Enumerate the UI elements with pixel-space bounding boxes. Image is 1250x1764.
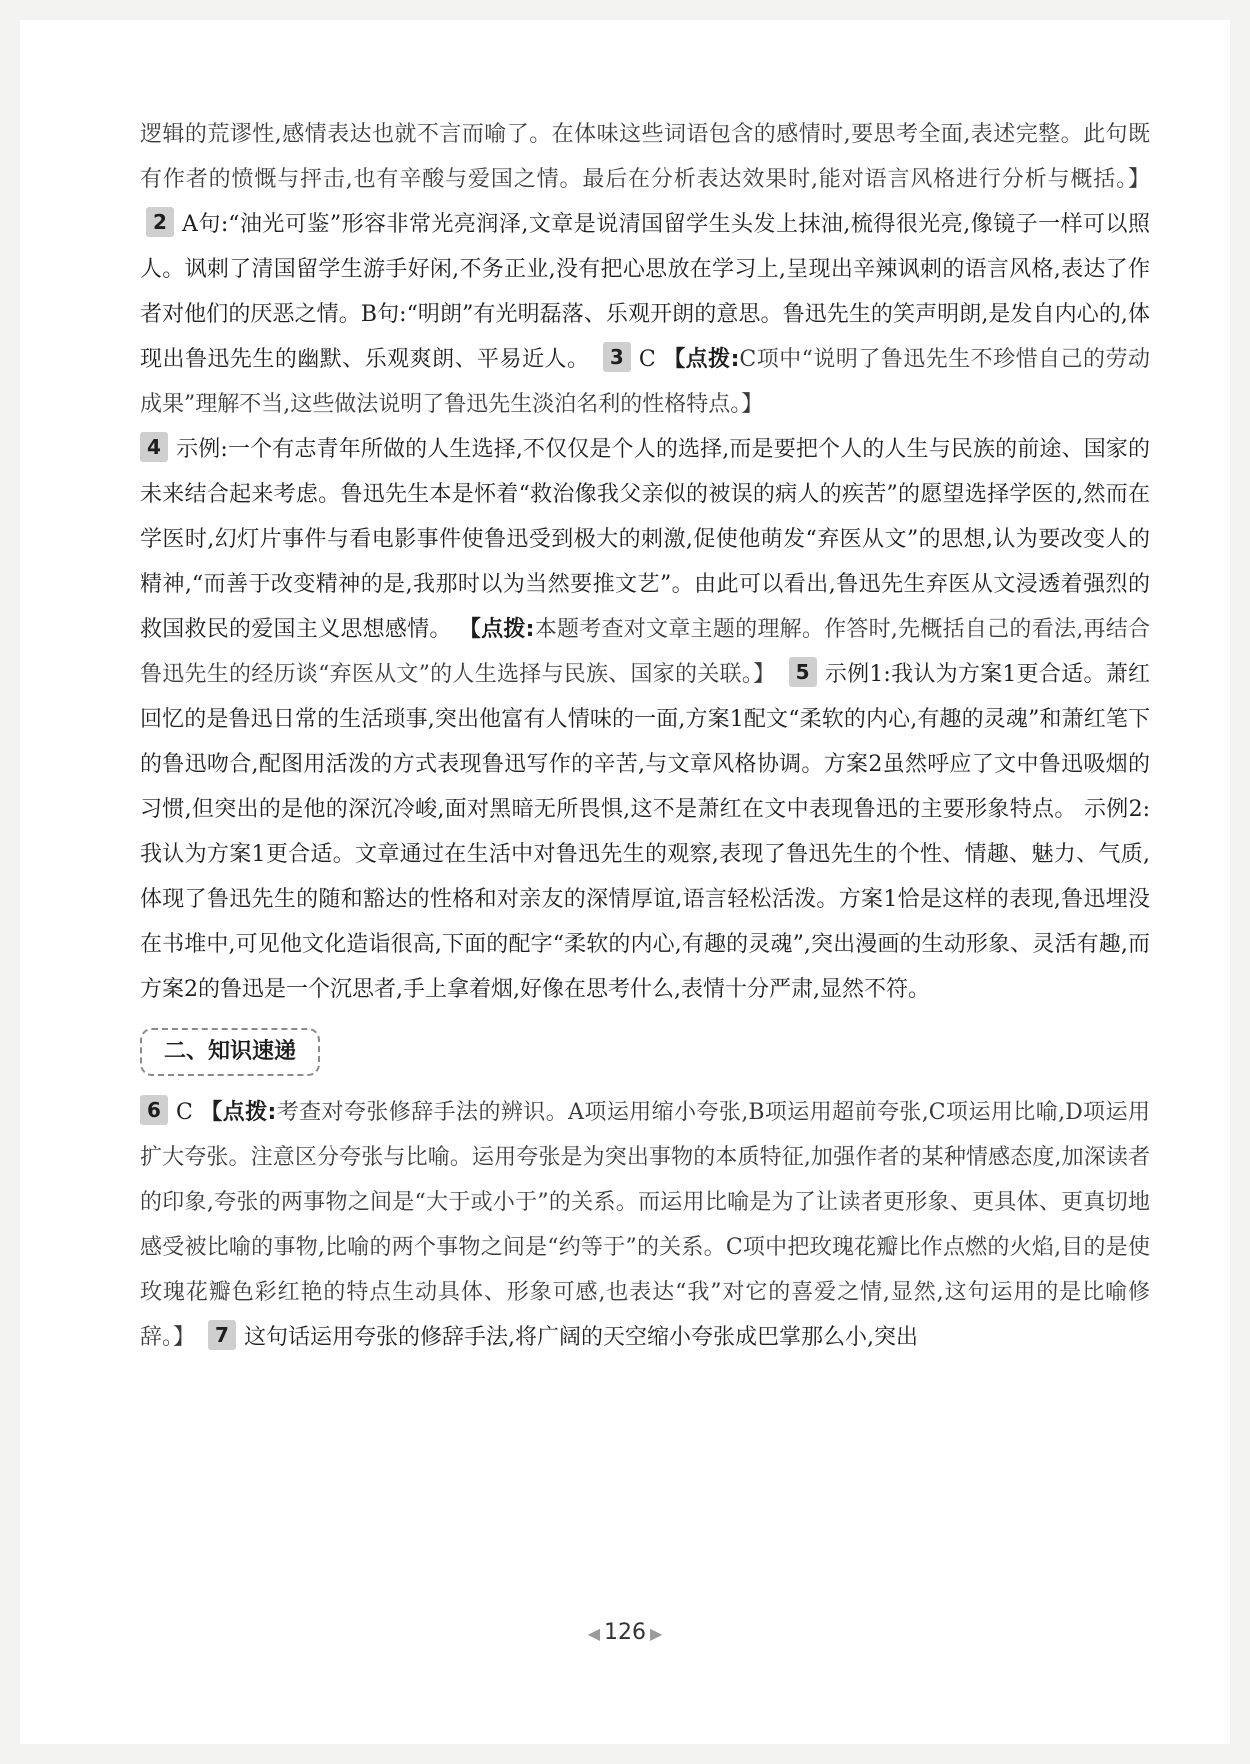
- left-arrow-icon: ◀: [587, 1624, 600, 1643]
- hint-text-6: 考查对夸张修辞手法的辨识。A项运用缩小夸张,B项运用超前夸张,C项运用比喻,D项运用扩大夸张。注意区分夸张与比喻。运用夸张是为突出事物的本质特征,加强作者的某种情感态度,加深读者的印象,夸张的两事物之间是“大于或小于”的关系。而运用比喻是为了让读者更形象、更具体、更真切地感受被比喻的事物,比喻的两个事物之间是“约等于”的关系。C项中把玫瑰花瓣比作点燃的火焰,目的是使玫瑰花瓣色彩红艳的特点生动具体、形象可感,也表达“我”对它的喜爱之情,显然,这句运用的是比喻修辞。】: [140, 1100, 1150, 1350]
- question-number-4: 4: [140, 432, 168, 462]
- answer-4-text: 示例:一个有志青年所做的人生选择,不仅仅是个人的选择,而是要把个人的人生与民族的前途、国家的未来结合起来考虑。鲁迅先生本是怀着“救治像我父亲似的被误的病人的疾苦”的愿望选择学医的,然而在学医时,幻灯片事件与看电影事件使鲁迅受到极大的刺激,促使他萌发“弃医从文”的思想,认为要改变人的精神,“而善于改变精神的是,我那时以为当然要推文艺”。由此可以看出,鲁迅先生弃医从文浸透着强烈的救国救民的爱国主义思想感情。: [140, 437, 1150, 642]
- right-arrow-icon: ▶: [650, 1624, 663, 1643]
- question-number-5: 5: [789, 657, 817, 687]
- answer-paragraph-3: [140, 1090, 1150, 1360]
- continued-text: 逻辑的荒谬性,感情表达也就不言而喻了。在体味这些词语包含的感情时,要思考全面,表述完整。此句既有作者的愤慨与抨击,也有辛酸与爱国之情。最后在分析表达效果时,能对语言风格进行分析与概括。】: [140, 122, 1150, 192]
- page-footer: [20, 1620, 1230, 1645]
- answer-6-choice: C: [176, 1100, 193, 1125]
- hint-label-6: 【点拨:: [200, 1100, 277, 1125]
- question-number-6: 6: [140, 1095, 168, 1125]
- question-number-3: 3: [603, 342, 631, 372]
- hint-label-4: 【点拨:: [458, 617, 535, 642]
- hint-label-3: 【点拨:: [663, 347, 740, 372]
- answer-paragraph-1: [140, 112, 1150, 427]
- page-number: 126: [604, 1620, 646, 1645]
- answer-content: [140, 112, 1150, 1360]
- answer-3-choice: C: [638, 347, 656, 372]
- answer-7-text: 这句话运用夸张的修辞手法,将广阔的天空缩小夸张成巴掌那么小,突出: [244, 1325, 919, 1350]
- page: [20, 20, 1230, 1744]
- hint-text-3: C项中“说明了鲁迅先生不珍惜自己的劳动成果”理解不当,这些做法说明了鲁迅先生淡泊名利的性格特点。】: [140, 347, 1150, 417]
- answer-2-text: A句:“油光可鉴”形容非常光亮润泽,文章是说清国留学生头发上抹油,梳得很光亮,像镜子一样可以照人。讽刺了清国留学生游手好闲,不务正业,没有把心思放在学习上,呈现出辛辣讽刺的语言风格,表达了作者对他们的厌恶之情。B句:“明朗”有光明磊落、乐观开朗的意思。鲁迅先生的笑声明朗,是发自内心的,体现出鲁迅先生的幽默、乐观爽朗、平易近人。: [140, 212, 1150, 372]
- section-title: 二、知识速递: [140, 1028, 320, 1076]
- answer-5-text: 示例1:我认为方案1更合适。萧红回忆的是鲁迅日常的生活琐事,突出他富有人情味的一面,方案1配文“柔软的内心,有趣的灵魂”和萧红笔下的鲁迅吻合,配图用活泼的方式表现鲁迅写作的辛苦,与文章风格协调。方案2虽然呼应了文中鲁迅吸烟的习惯,但突出的是他的深沉冷峻,面对黑暗无所畏惧,这不是萧红在文中表现鲁迅的主要形象特点。 示例2:我认为方案1更合适。文章通过在生活中对鲁迅先生的观察,表现了鲁迅先生的个性、情趣、魅力、气质,体现了鲁迅先生的随和豁达的性格和对亲友的深情厚谊,语言轻松活泼。方案1恰是这样的表现,鲁迅埋没在书堆中,可见他文化造诣很高,下面的配字“柔软的内心,有趣的灵魂”,突出漫画的生动形象、灵活有趣,而方案2的鲁迅是一个沉思者,手上拿着烟,好像在思考什么,表情十分严肃,显然不符。: [140, 662, 1150, 1002]
- hint-text-4: 本题考查对文章主题的理解。作答时,先概括自己的看法,再结合鲁迅先生的经历谈“弃医从文”的人生选择与民族、国家的关联。】: [140, 617, 1150, 687]
- answer-paragraph-2: [140, 427, 1150, 1012]
- question-number-2: 2: [146, 207, 174, 237]
- question-number-7: 7: [208, 1320, 236, 1350]
